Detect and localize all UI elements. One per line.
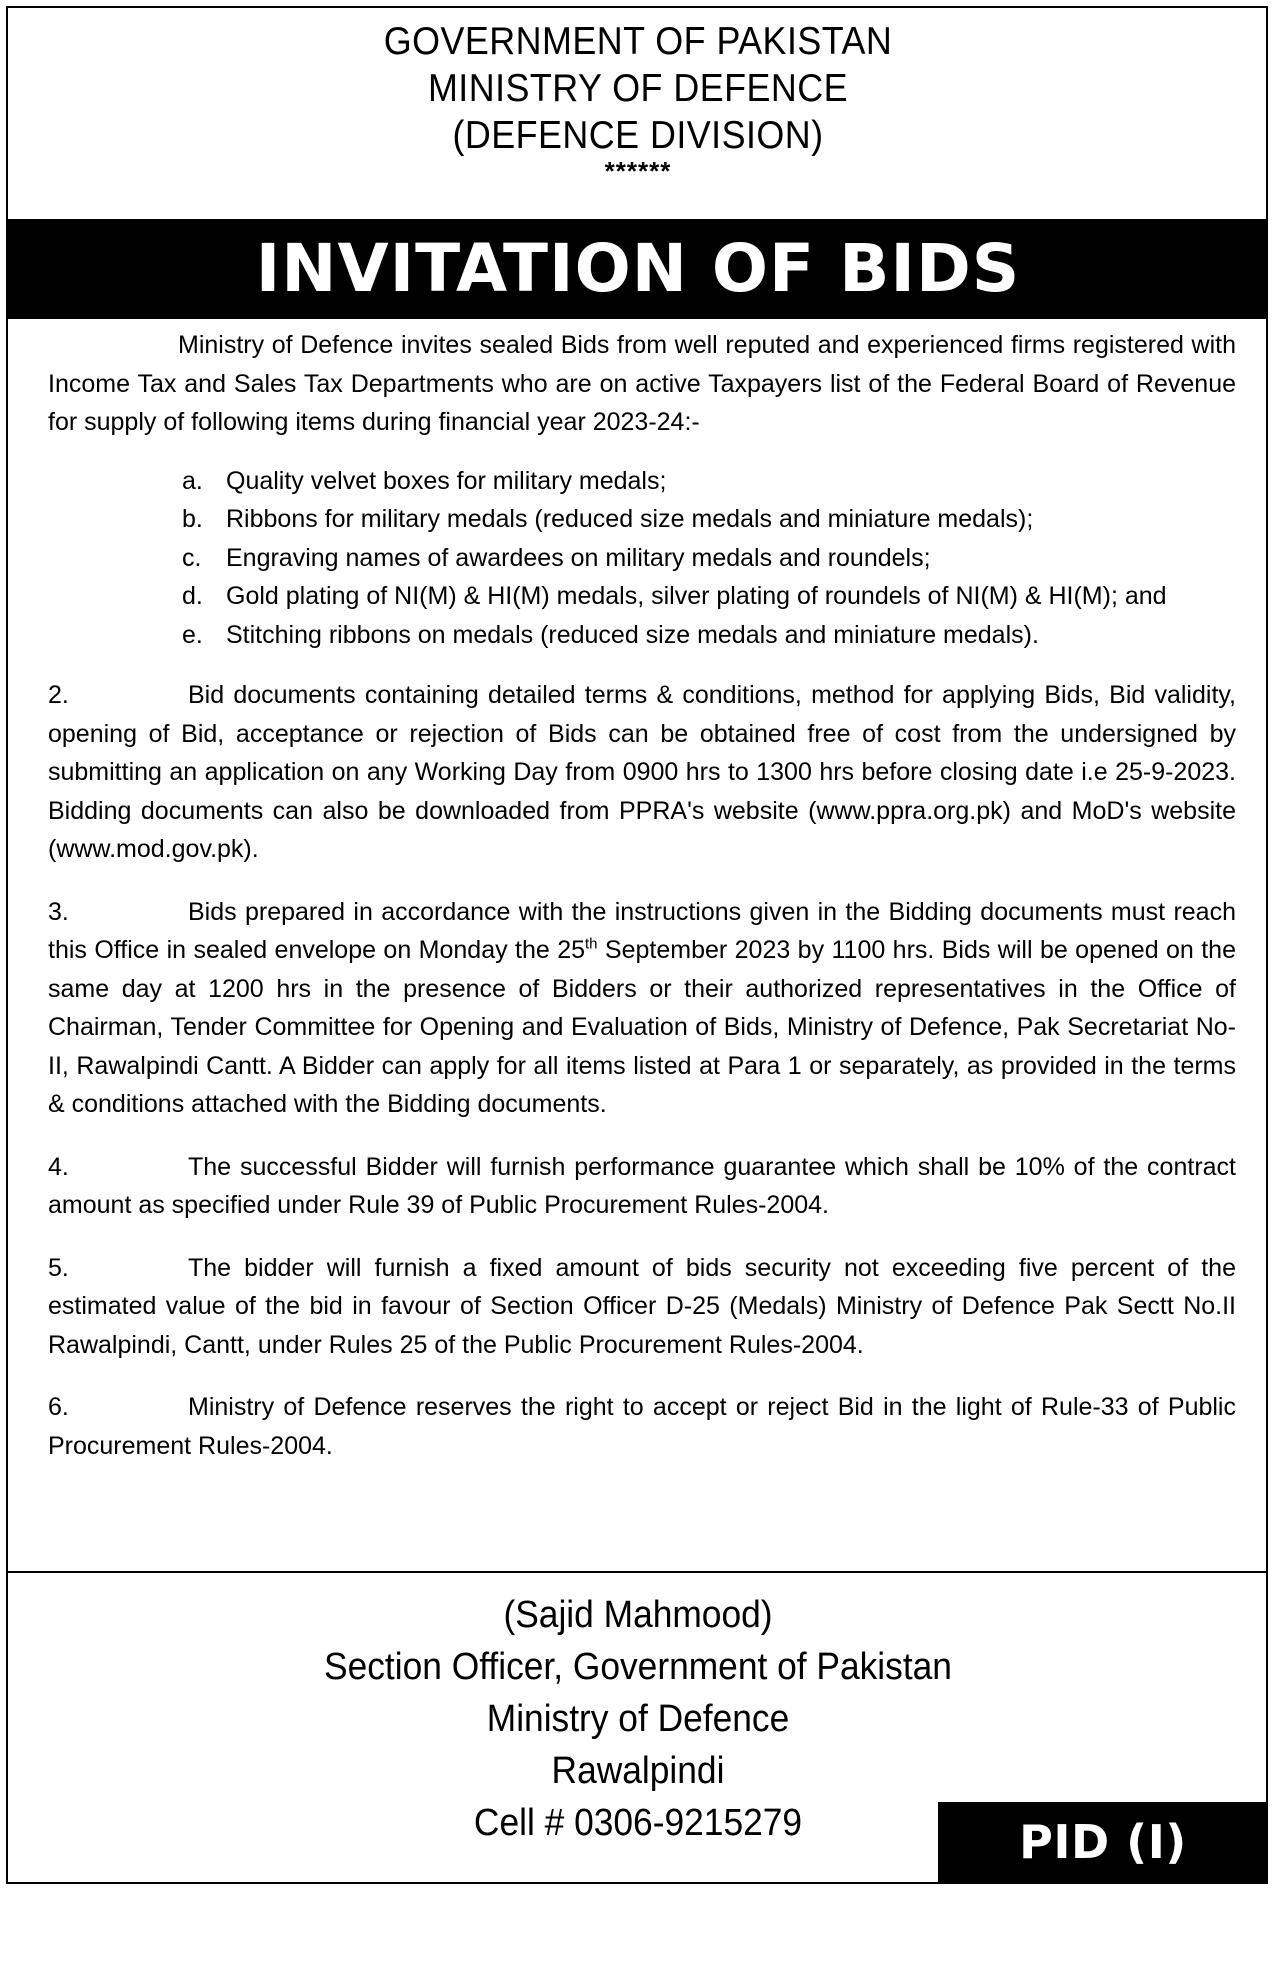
signatory-title: Section Officer, Government of Pakistan <box>324 1646 952 1688</box>
signatory-cell: Cell # 0306-9215279 <box>473 1802 803 1844</box>
letterhead <box>0 18 1276 186</box>
paragraph-number: 5. <box>48 1253 69 1282</box>
paragraph-4 <box>48 1148 1236 1225</box>
paragraph-number: 3. <box>48 897 69 926</box>
paragraph-text: Bids prepared in accordance with the instructions given in the Bidding documents must reach this Office in sealed envelope on Monday the 25 <box>48 897 1236 964</box>
item-letter: b. <box>182 505 203 533</box>
signatory-ministry: Ministry of Defence <box>486 1698 790 1740</box>
item-text: Stitching ribbons on medals (reduced size medals and miniature medals). <box>226 620 1039 649</box>
paragraph-5 <box>48 1249 1236 1365</box>
paragraph-number: 2. <box>48 681 69 709</box>
item-text: Quality velvet boxes for military medals; <box>226 466 667 495</box>
government-heading: GOVERNMENT OF PAKISTAN <box>383 20 893 63</box>
ordinal-suffix: th <box>585 935 598 953</box>
signatory-name: (Sajid Mahmood) <box>503 1594 773 1636</box>
paragraph-2 <box>48 676 1236 869</box>
paragraph-3 <box>48 893 1236 1124</box>
item-letter: d. <box>182 582 203 610</box>
section-divider <box>8 1571 1268 1573</box>
list-item <box>182 500 1236 539</box>
item-letter: c. <box>182 543 202 572</box>
list-item <box>182 616 1236 655</box>
title-banner: INVITATION OF BIDS <box>8 219 1268 319</box>
division-heading: (DEFENCE DIVISION) <box>452 114 824 157</box>
item-text: Gold plating of NI(M) & HI(M) medals, silver plating of roundels of NI(M) & HI(M); and <box>226 582 1167 610</box>
paragraph-text: The bidder will furnish a fixed amount of bids security not exceeding five percent of the estimated value of the bid in favour of Section Officer D-25 (Medals) Ministry of Defence Pak Sectt No.II Rawalpindi, Cantt, under Rules 25 of the Public Procurement Rules-2004. <box>48 1253 1236 1359</box>
list-item <box>182 539 1236 578</box>
ministry-heading: MINISTRY OF DEFENCE <box>427 67 849 110</box>
paragraph-6 <box>48 1388 1236 1465</box>
paragraph-number: 4. <box>48 1152 69 1181</box>
paragraph-text-continued: September 2023 by 1100 hrs. Bids will be opened on the same day at 1200 hrs in the presence of Bidders or their authorized representatives in the Office of Chairman, Tender Committee for Opening and Evaluation of Bids, Ministry of Defence, Pak Secretariat No-II, Rawalpindi Cantt. A Bidder can apply for all items listed at Para 1 or separately, as provided in the terms & conditions attached with the Bidding documents. <box>48 936 1236 1118</box>
list-item <box>182 462 1236 501</box>
paragraph-text: The successful Bidder will furnish performance guarantee which shall be 10% of the contract amount as specified under Rule 39 of Public Procurement Rules-2004. <box>48 1152 1236 1219</box>
paragraph-text: Bid documents containing detailed terms & conditions, method for applying Bids, Bid validity, opening of Bid, acceptance or rejection of Bids can be obtained free of cost from the undersigned by submitting an application on any Working Day from 0900 hrs to 1300 hrs before closing date i.e 25-9-2023. Bidding documents can also be downloaded from PPRA's website (www.ppra.org.pk) and MoD's website (www.mod.gov.pk). <box>48 681 1236 863</box>
pid-badge: PID (I) 1492/23 <box>938 1802 1268 1882</box>
notice-body <box>48 326 1236 1489</box>
list-item <box>182 577 1236 616</box>
item-letter: a. <box>182 466 203 495</box>
intro-paragraph: Ministry of Defence invites sealed Bids from well reputed and experienced firms registered with Income Tax and Sales Tax Departments who are on active Taxpayers list of the Federal Board of Revenue for supply of following items during financial year 2023-24:- <box>48 331 1236 436</box>
item-text: Ribbons for military medals (reduced size medals and miniature medals); <box>226 505 1034 533</box>
separator-stars: ****** <box>604 156 672 186</box>
item-text: Engraving names of awardees on military medals and roundels; <box>226 543 931 572</box>
signatory-city: Rawalpindi <box>551 1750 725 1792</box>
paragraph-number: 6. <box>48 1393 69 1421</box>
items-list <box>48 462 1236 655</box>
item-letter: e. <box>182 620 203 649</box>
paragraph-text: Ministry of Defence reserves the right to accept or reject Bid in the light of Rule-33 of Public Procurement Rules-2004. <box>48 1393 1236 1460</box>
